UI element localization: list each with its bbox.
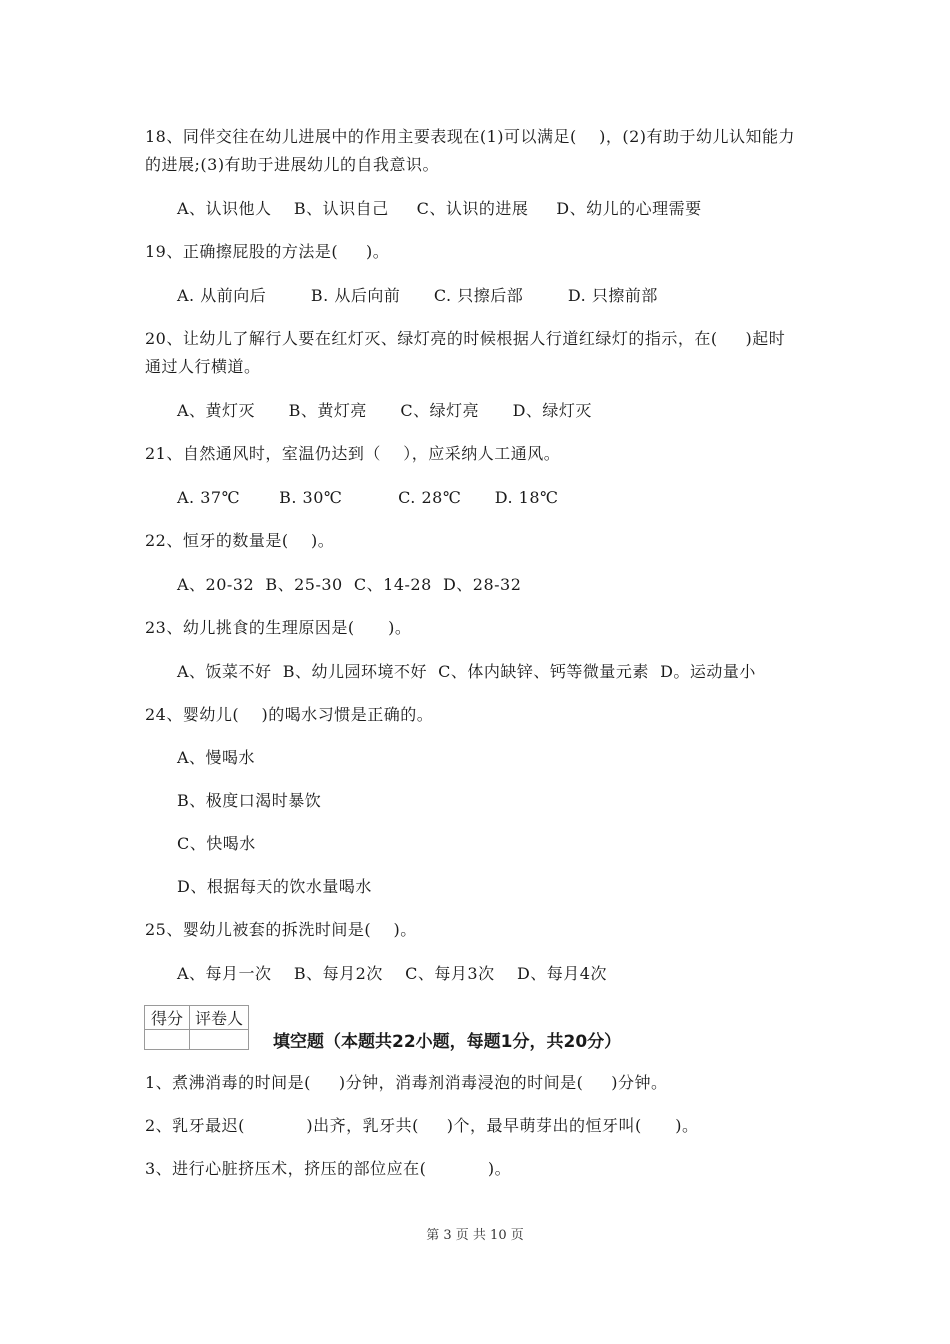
grader-cell: [190, 1030, 249, 1050]
question-19-options: A. 从前向后 B. 从后向前 C. 只擦后部 D. 只擦前部: [177, 286, 658, 305]
fill-question-3: 3、进行心脏挤压术，挤压的部位应在( )。: [145, 1159, 512, 1178]
question-18-stem-line-2: 的进展;(3)有助于进展幼儿的自我意识。: [145, 155, 440, 174]
question-21-options: A. 37℃ B. 30℃ C. 28℃ D. 18℃: [177, 488, 559, 507]
question-24-option-c: C、快喝水: [177, 834, 256, 853]
question-24-option-b: B、极度口渴时暴饮: [177, 791, 322, 810]
question-22-stem: 22、恒牙的数量是( )。: [145, 531, 335, 550]
question-21-stem: 21、自然通风时，室温仍达到（ ），应采纳人工通风。: [145, 444, 561, 463]
fill-question-1: 1、煮沸消毒的时间是( )分钟，消毒剂消毒浸泡的时间是( )分钟。: [145, 1073, 668, 1092]
score-label: 得分: [145, 1006, 190, 1030]
question-20-options: A、黄灯灭 B、黄灯亮 C、绿灯亮 D、绿灯灭: [177, 401, 592, 420]
question-23-stem: 23、幼儿挑食的生理原因是( )。: [145, 618, 412, 637]
question-24-option-d: D、根据每天的饮水量喝水: [177, 877, 372, 896]
question-20-stem-line-1: 20、让幼儿了解行人要在红灯灭、绿灯亮的时候根据人行道红绿灯的指示，在( )起时: [145, 329, 786, 348]
score-cell: [145, 1030, 190, 1050]
question-25-stem: 25、婴幼儿被套的拆洗时间是( )。: [145, 920, 417, 939]
question-24-stem: 24、婴幼儿( )的喝水习惯是正确的。: [145, 705, 434, 724]
score-table: [144, 1005, 249, 1050]
question-18-stem-line-1: 18、同伴交往在幼儿进展中的作用主要表现在(1)可以满足( )，(2)有助于幼儿认知能力: [145, 127, 796, 146]
question-20-stem-line-2: 通过人行横道。: [145, 357, 261, 376]
question-25-options: A、每月一次 B、每月2次 C、每月3次 D、每月4次: [177, 964, 607, 983]
question-22-options: A、20-32 B、25-30 C、14-28 D、28-32: [177, 575, 522, 594]
question-19-stem: 19、正确擦屁股的方法是( )。: [145, 242, 390, 261]
page-footer: 第 3 页 共 10 页: [426, 1228, 524, 1243]
question-24-option-a: A、慢喝水: [177, 748, 256, 767]
question-18-options: A、认识他人 B、认识自己 C、认识的进展 D、幼儿的心理需要: [177, 199, 702, 218]
section-title: 填空题（本题共22小题，每题1分，共20分）: [273, 1032, 622, 1052]
question-23-options: A、饭菜不好 B、幼儿园环境不好 C、体内缺锌、钙等微量元素 D。运动量小: [177, 662, 756, 681]
fill-question-2: 2、乳牙最迟( )出齐，乳牙共( )个，最早萌芽出的恒牙叫( )。: [145, 1116, 699, 1135]
grader-label: 评卷人: [190, 1006, 249, 1030]
